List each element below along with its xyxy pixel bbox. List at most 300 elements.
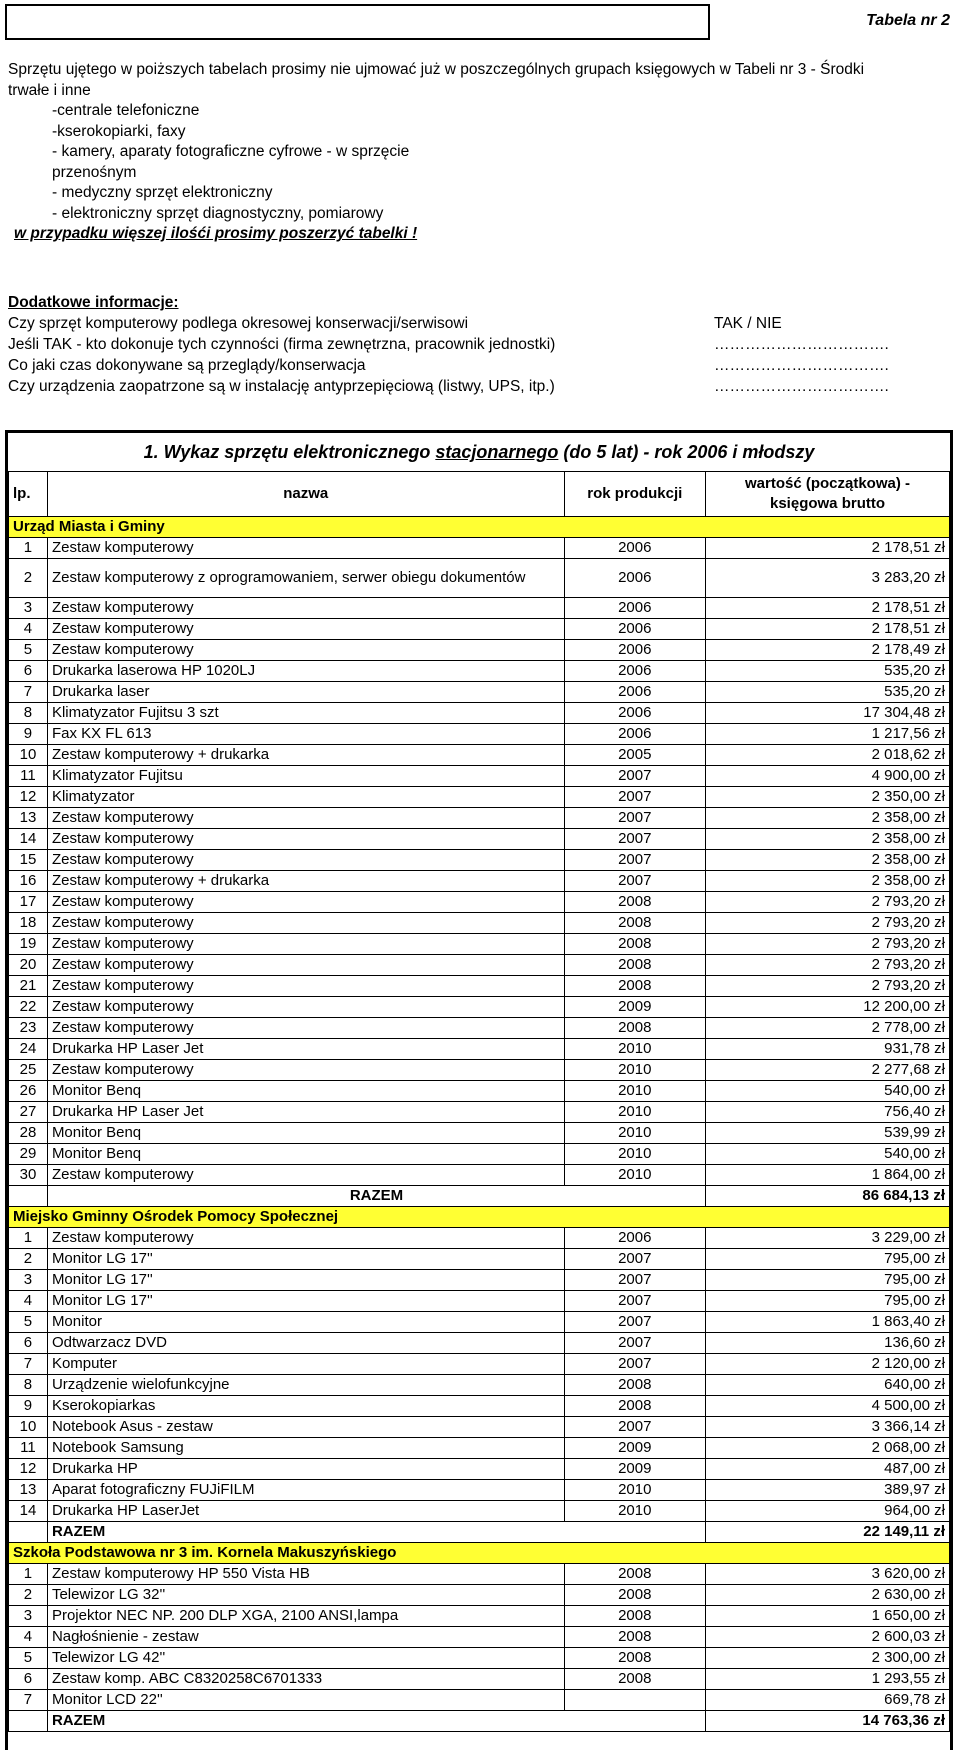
cell-lp: 6 xyxy=(9,661,48,682)
cell-nazwa: Zestaw komputerowy xyxy=(47,892,564,913)
info-row xyxy=(8,313,948,334)
cell-nazwa: Drukarka HP LaserJet xyxy=(47,1501,564,1522)
sum-label: RAZEM xyxy=(47,1186,705,1207)
section-title-part: (do 5 lat) - rok 2006 i młodszy xyxy=(558,442,815,462)
cell-rok: 2008 xyxy=(564,1564,705,1585)
table-row xyxy=(9,976,950,997)
cell-nazwa: Drukarka laser xyxy=(47,682,564,703)
sum-label: RAZEM xyxy=(47,1711,705,1732)
cell-lp: 1 xyxy=(9,1228,48,1249)
additional-info xyxy=(8,292,948,397)
cell-rok: 2010 xyxy=(564,1039,705,1060)
table-row xyxy=(9,661,950,682)
cell-lp: 28 xyxy=(9,1123,48,1144)
table-row xyxy=(9,1606,950,1627)
cell-nazwa: Zestaw komputerowy HP 550 Vista HB xyxy=(47,1564,564,1585)
cell-wartosc: 795,00 zł xyxy=(706,1270,950,1291)
sum-row xyxy=(9,1522,950,1543)
table-row xyxy=(9,1480,950,1501)
table-row xyxy=(9,1228,950,1249)
table-row xyxy=(9,1144,950,1165)
cell-rok: 2006 xyxy=(564,724,705,745)
cell-lp: 14 xyxy=(9,829,48,850)
cell-nazwa: Notebook Samsung xyxy=(47,1438,564,1459)
cell-lp: 5 xyxy=(9,1648,48,1669)
cell-rok: 2007 xyxy=(564,1249,705,1270)
cell-nazwa: Zestaw komputerowy xyxy=(47,829,564,850)
cell-nazwa: Komputer xyxy=(47,1354,564,1375)
cell-wartosc: 1 650,00 zł xyxy=(706,1606,950,1627)
cell-rok: 2006 xyxy=(564,619,705,640)
info-heading: Dodatkowe informacje: xyxy=(8,294,179,311)
column-header-nazwa: nazwa xyxy=(47,472,564,517)
cell-wartosc: 2 630,00 zł xyxy=(706,1585,950,1606)
cell-wartosc: 2 793,20 zł xyxy=(706,955,950,976)
table-row xyxy=(9,1123,950,1144)
cell-wartosc: 17 304,48 zł xyxy=(706,703,950,724)
cell-nazwa: Zestaw komputerowy xyxy=(47,598,564,619)
section-title-underlined: stacjonarnego xyxy=(435,442,559,462)
cell-wartosc: 2 793,20 zł xyxy=(706,934,950,955)
table-row xyxy=(9,682,950,703)
cell-wartosc: 2 778,00 zł xyxy=(706,1018,950,1039)
cell-lp: 1 xyxy=(9,538,48,559)
table-row xyxy=(9,724,950,745)
sum-value: 14 763,36 zł xyxy=(706,1711,950,1732)
table-row xyxy=(9,1585,950,1606)
cell-nazwa: Fax KX FL 613 xyxy=(47,724,564,745)
table-row xyxy=(9,787,950,808)
cell-nazwa: Zestaw komputerowy + drukarka xyxy=(47,745,564,766)
cell-lp: 7 xyxy=(9,682,48,703)
cell-wartosc: 2 358,00 zł xyxy=(706,829,950,850)
cell-rok: 2007 xyxy=(564,1354,705,1375)
cell-nazwa: Telewizor LG 42'' xyxy=(47,1648,564,1669)
cell-lp: 9 xyxy=(9,724,48,745)
table-row xyxy=(9,934,950,955)
cell-rok: 2008 xyxy=(564,892,705,913)
sum-empty-cell xyxy=(9,1186,48,1207)
cell-lp: 29 xyxy=(9,1144,48,1165)
table-row xyxy=(9,997,950,1018)
info-row xyxy=(8,334,948,355)
cell-wartosc: 540,00 zł xyxy=(706,1081,950,1102)
cell-nazwa: Klimatyzator Fujitsu 3 szt xyxy=(47,703,564,724)
cell-wartosc: 2 277,68 zł xyxy=(706,1060,950,1081)
cell-lp: 7 xyxy=(9,1354,48,1375)
cell-rok: 2007 xyxy=(564,1270,705,1291)
cell-rok: 2007 xyxy=(564,829,705,850)
cell-nazwa: Drukarka laserowa HP 1020LJ xyxy=(47,661,564,682)
table-row xyxy=(9,808,950,829)
cell-wartosc: 2 358,00 zł xyxy=(706,871,950,892)
cell-nazwa: Zestaw komputerowy xyxy=(47,808,564,829)
cell-rok: 2008 xyxy=(564,976,705,997)
info-question: Czy sprzęt komputerowy podlega okresowej konserwacji/serwisowi xyxy=(8,315,469,332)
cell-rok: 2010 xyxy=(564,1123,705,1144)
cell-wartosc: 1 864,00 zł xyxy=(706,1165,950,1186)
cell-wartosc: 2 358,00 zł xyxy=(706,808,950,829)
cell-nazwa: Zestaw komputerowy xyxy=(47,913,564,934)
cell-wartosc: 2 300,00 zł xyxy=(706,1648,950,1669)
table-row xyxy=(9,559,950,598)
cell-lp: 26 xyxy=(9,1081,48,1102)
info-answer[interactable]: ……………………………. xyxy=(714,378,889,395)
cell-wartosc: 2 018,62 zł xyxy=(706,745,950,766)
cell-rok: 2008 xyxy=(564,955,705,976)
cell-rok: 2006 xyxy=(564,640,705,661)
intro-item: - medyczny sprzęt elektroniczny xyxy=(52,184,273,201)
table-row xyxy=(9,871,950,892)
cell-rok: 2007 xyxy=(564,808,705,829)
cell-wartosc: 2 793,20 zł xyxy=(706,892,950,913)
cell-nazwa: Monitor LCD 22'' xyxy=(47,1690,564,1711)
cell-wartosc: 1 217,56 zł xyxy=(706,724,950,745)
table-row xyxy=(9,829,950,850)
cell-wartosc: 4 900,00 zł xyxy=(706,766,950,787)
cell-lp: 11 xyxy=(9,1438,48,1459)
table-row xyxy=(9,619,950,640)
cell-rok: 2008 xyxy=(564,1375,705,1396)
cell-nazwa: Zestaw komputerowy xyxy=(47,640,564,661)
intro-warning: w przypadku więszej ilośći prosimy poszerzyć tabelki ! xyxy=(14,225,418,242)
cell-rok: 2006 xyxy=(564,703,705,724)
cell-lp: 4 xyxy=(9,1627,48,1648)
cell-nazwa: Zestaw komputerowy xyxy=(47,1060,564,1081)
table-row xyxy=(9,1417,950,1438)
cell-lp: 12 xyxy=(9,1459,48,1480)
cell-wartosc: 3 283,20 zł xyxy=(706,559,950,598)
table-row xyxy=(9,1039,950,1060)
cell-rok: 2007 xyxy=(564,1312,705,1333)
cell-lp: 8 xyxy=(9,703,48,724)
info-row xyxy=(8,355,948,376)
section-title xyxy=(8,433,950,471)
cell-lp: 13 xyxy=(9,808,48,829)
table-row xyxy=(9,1438,950,1459)
cell-wartosc: 2 600,03 zł xyxy=(706,1627,950,1648)
table-row xyxy=(9,1018,950,1039)
cell-wartosc: 2 068,00 zł xyxy=(706,1438,950,1459)
cell-lp: 7 xyxy=(9,1690,48,1711)
cell-nazwa: Zestaw komputerowy xyxy=(47,997,564,1018)
cell-nazwa: Zestaw komputerowy z oprogramowaniem, serwer obiegu dokumentów xyxy=(47,559,564,598)
intro-item: -kserokopiarki, faxy xyxy=(52,122,186,140)
cell-rok: 2008 xyxy=(564,1627,705,1648)
cell-rok: 2006 xyxy=(564,682,705,703)
info-answer[interactable]: TAK / NIE xyxy=(714,315,782,332)
cell-nazwa: Klimatyzator xyxy=(47,787,564,808)
intro-item: - elektroniczny sprzęt diagnostyczny, pomiarowy xyxy=(52,204,384,222)
cell-wartosc: 2 350,00 zł xyxy=(706,787,950,808)
cell-rok: 2008 xyxy=(564,1669,705,1690)
cell-lp: 1 xyxy=(9,1564,48,1585)
cell-rok: 2008 xyxy=(564,934,705,955)
cell-lp: 4 xyxy=(9,619,48,640)
intro-line: trwałe i inne xyxy=(8,81,91,99)
cell-wartosc: 795,00 zł xyxy=(706,1249,950,1270)
cell-nazwa: Zestaw komputerowy xyxy=(47,1165,564,1186)
cell-lp: 3 xyxy=(9,1270,48,1291)
table-row xyxy=(9,1669,950,1690)
cell-lp: 12 xyxy=(9,787,48,808)
table-row xyxy=(9,1333,950,1354)
table-row xyxy=(9,1060,950,1081)
table-row xyxy=(9,745,950,766)
cell-nazwa: Projektor NEC NP. 200 DLP XGA, 2100 ANSI,lampa xyxy=(47,1606,564,1627)
cell-rok: 2008 xyxy=(564,1018,705,1039)
cell-rok: 2008 xyxy=(564,1396,705,1417)
equipment-table xyxy=(8,471,950,1732)
cell-wartosc: 535,20 zł xyxy=(706,682,950,703)
cell-lp: 6 xyxy=(9,1333,48,1354)
cell-wartosc: 539,99 zł xyxy=(706,1123,950,1144)
cell-lp: 25 xyxy=(9,1060,48,1081)
table-row xyxy=(9,955,950,976)
cell-wartosc: 1 293,55 zł xyxy=(706,1669,950,1690)
table-row xyxy=(9,766,950,787)
table-body xyxy=(9,517,950,1732)
cell-lp: 3 xyxy=(9,598,48,619)
cell-lp: 30 xyxy=(9,1165,48,1186)
cell-wartosc: 1 863,40 zł xyxy=(706,1312,950,1333)
cell-rok: 2006 xyxy=(564,1228,705,1249)
cell-lp: 5 xyxy=(9,1312,48,1333)
cell-nazwa: Zestaw komputerowy xyxy=(47,619,564,640)
sum-label: RAZEM xyxy=(47,1522,705,1543)
cell-lp: 9 xyxy=(9,1396,48,1417)
cell-lp: 18 xyxy=(9,913,48,934)
cell-nazwa: Monitor Benq xyxy=(47,1144,564,1165)
cell-wartosc: 931,78 zł xyxy=(706,1039,950,1060)
cell-lp: 24 xyxy=(9,1039,48,1060)
intro-item: - kamery, aparaty fotograficzne cyfrowe - w sprzęcie xyxy=(52,143,410,160)
cell-rok: 2010 xyxy=(564,1165,705,1186)
cell-wartosc: 795,00 zł xyxy=(706,1291,950,1312)
cell-nazwa: Zestaw komp. ABC C8320258C6701333 xyxy=(47,1669,564,1690)
group-header-row xyxy=(9,517,950,538)
cell-nazwa: Monitor Benq xyxy=(47,1123,564,1144)
table-row xyxy=(9,913,950,934)
cell-nazwa: Drukarka HP xyxy=(47,1459,564,1480)
cell-wartosc: 487,00 zł xyxy=(706,1459,950,1480)
cell-wartosc: 964,00 zł xyxy=(706,1501,950,1522)
table-row xyxy=(9,538,950,559)
table-row xyxy=(9,1102,950,1123)
intro-line: Sprzętu ujętego w poiższych tabelach prosimy nie ujmować już w poszczególnych grupach księgowych w Tabeli nr 3 - Środki xyxy=(8,61,865,78)
cell-rok: 2010 xyxy=(564,1144,705,1165)
table-row xyxy=(9,1165,950,1186)
cell-wartosc: 2 178,49 zł xyxy=(706,640,950,661)
cell-wartosc: 669,78 zł xyxy=(706,1690,950,1711)
table-row xyxy=(9,1354,950,1375)
table-row xyxy=(9,1627,950,1648)
cell-nazwa: Notebook Asus - zestaw xyxy=(47,1417,564,1438)
cell-lp: 19 xyxy=(9,934,48,955)
cell-wartosc: 640,00 zł xyxy=(706,1375,950,1396)
cell-wartosc: 12 200,00 zł xyxy=(706,997,950,1018)
cell-nazwa: Nagłośnienie - zestaw xyxy=(47,1627,564,1648)
sum-row xyxy=(9,1186,950,1207)
sum-row xyxy=(9,1711,950,1732)
cell-wartosc: 756,40 zł xyxy=(706,1102,950,1123)
cell-rok: 2008 xyxy=(564,1648,705,1669)
cell-rok: 2006 xyxy=(564,538,705,559)
info-row xyxy=(8,376,948,397)
cell-rok: 2006 xyxy=(564,598,705,619)
cell-rok: 2007 xyxy=(564,766,705,787)
cell-wartosc: 2 178,51 zł xyxy=(706,538,950,559)
cell-nazwa: Monitor LG 17'' xyxy=(47,1249,564,1270)
cell-lp: 11 xyxy=(9,766,48,787)
table-row xyxy=(9,1270,950,1291)
cell-rok: 2008 xyxy=(564,1585,705,1606)
cell-wartosc: 2 178,51 zł xyxy=(706,619,950,640)
cell-wartosc: 2 178,51 zł xyxy=(706,598,950,619)
column-header-wartosc: wartość (początkowa) - księgowa brutto xyxy=(706,472,950,517)
cell-lp: 2 xyxy=(9,559,48,598)
cell-lp: 17 xyxy=(9,892,48,913)
cell-wartosc: 535,20 zł xyxy=(706,661,950,682)
table-row xyxy=(9,1375,950,1396)
cell-lp: 13 xyxy=(9,1480,48,1501)
cell-lp: 8 xyxy=(9,1375,48,1396)
table-row xyxy=(9,1396,950,1417)
group-name: Miejsko Gminny Ośrodek Pomocy Społecznej xyxy=(9,1207,950,1228)
cell-rok: 2010 xyxy=(564,1102,705,1123)
cell-nazwa: Urządzenie wielofunkcyjne xyxy=(47,1375,564,1396)
cell-rok: 2007 xyxy=(564,1333,705,1354)
intro-item: -centrale telefoniczne xyxy=(52,102,200,119)
sum-value: 86 684,13 zł xyxy=(706,1186,950,1207)
table-row xyxy=(9,640,950,661)
cell-lp: 22 xyxy=(9,997,48,1018)
intro-text xyxy=(8,60,948,245)
cell-nazwa: Monitor LG 17'' xyxy=(47,1291,564,1312)
info-question: Co jaki czas dokonywane są przeglądy/konserwacja xyxy=(8,357,366,374)
equipment-sheet xyxy=(5,430,953,1750)
cell-wartosc: 2 120,00 zł xyxy=(706,1354,950,1375)
cell-rok: 2007 xyxy=(564,871,705,892)
table-row xyxy=(9,1081,950,1102)
cell-rok: 2007 xyxy=(564,1291,705,1312)
intro-item: przenośnym xyxy=(52,163,137,181)
info-answer[interactable]: ……………………………. xyxy=(714,336,889,353)
cell-wartosc: 2 358,00 zł xyxy=(706,850,950,871)
cell-nazwa: Kserokopiarkas xyxy=(47,1396,564,1417)
cell-rok: 2005 xyxy=(564,745,705,766)
group-name: Szkoła Podstawowa nr 3 im. Kornela Makuszyńskiego xyxy=(9,1543,950,1564)
cell-nazwa: Zestaw komputerowy xyxy=(47,955,564,976)
cell-lp: 14 xyxy=(9,1501,48,1522)
cell-wartosc: 2 793,20 zł xyxy=(706,976,950,997)
cell-lp: 16 xyxy=(9,871,48,892)
cell-lp: 4 xyxy=(9,1291,48,1312)
cell-lp: 15 xyxy=(9,850,48,871)
table-row xyxy=(9,1459,950,1480)
cell-lp: 5 xyxy=(9,640,48,661)
section-title-part: 1. Wykaz sprzętu elektronicznego xyxy=(143,442,436,462)
cell-nazwa: Zestaw komputerowy + drukarka xyxy=(47,871,564,892)
cell-rok: 2010 xyxy=(564,1060,705,1081)
cell-wartosc: 3 229,00 zł xyxy=(706,1228,950,1249)
table-row xyxy=(9,1291,950,1312)
cell-rok: 2006 xyxy=(564,559,705,598)
table-row xyxy=(9,1249,950,1270)
column-header-rok: rok produkcji xyxy=(564,472,705,517)
cell-lp: 3 xyxy=(9,1606,48,1627)
cell-nazwa: Monitor Benq xyxy=(47,1081,564,1102)
table-row xyxy=(9,1312,950,1333)
cell-wartosc: 3 366,14 zł xyxy=(706,1417,950,1438)
cell-nazwa: Drukarka HP Laser Jet xyxy=(47,1039,564,1060)
cell-rok: 2008 xyxy=(564,1606,705,1627)
cell-nazwa: Odtwarzacz DVD xyxy=(47,1333,564,1354)
sum-empty-cell xyxy=(9,1711,48,1732)
group-header-row xyxy=(9,1207,950,1228)
cell-rok: 2010 xyxy=(564,1501,705,1522)
cell-rok: 2007 xyxy=(564,1417,705,1438)
cell-lp: 10 xyxy=(9,1417,48,1438)
cell-wartosc: 540,00 zł xyxy=(706,1144,950,1165)
cell-rok: 2009 xyxy=(564,997,705,1018)
cell-nazwa: Drukarka HP Laser Jet xyxy=(47,1102,564,1123)
cell-nazwa: Zestaw komputerowy xyxy=(47,1228,564,1249)
group-header-row xyxy=(9,1543,950,1564)
cell-nazwa: Zestaw komputerowy xyxy=(47,976,564,997)
group-name: Urząd Miasta i Gminy xyxy=(9,517,950,538)
table-number-label: Tabela nr 2 xyxy=(866,12,950,29)
cell-lp: 20 xyxy=(9,955,48,976)
cell-wartosc: 136,60 zł xyxy=(706,1333,950,1354)
cell-wartosc: 389,97 zł xyxy=(706,1480,950,1501)
cell-wartosc: 3 620,00 zł xyxy=(706,1564,950,1585)
cell-lp: 27 xyxy=(9,1102,48,1123)
cell-nazwa: Aparat fotograficzny FUJiFILM xyxy=(47,1480,564,1501)
cell-nazwa: Klimatyzator Fujitsu xyxy=(47,766,564,787)
table-row xyxy=(9,703,950,724)
table-row xyxy=(9,850,950,871)
cell-rok: 2009 xyxy=(564,1438,705,1459)
cell-nazwa: Zestaw komputerowy xyxy=(47,538,564,559)
cell-lp: 21 xyxy=(9,976,48,997)
cell-rok: 2010 xyxy=(564,1081,705,1102)
cell-rok: 2008 xyxy=(564,913,705,934)
table-row xyxy=(9,1564,950,1585)
cell-rok xyxy=(564,1690,705,1711)
cell-nazwa: Zestaw komputerowy xyxy=(47,1018,564,1039)
info-question: Czy urządzenia zaopatrzone są w instalację antyprzepięciową (listwy, UPS, itp.) xyxy=(8,378,555,395)
column-header-lp: lp. xyxy=(9,472,48,517)
cell-lp: 2 xyxy=(9,1585,48,1606)
cell-lp: 2 xyxy=(9,1249,48,1270)
table-row xyxy=(9,1501,950,1522)
cell-wartosc: 4 500,00 zł xyxy=(706,1396,950,1417)
cell-rok: 2010 xyxy=(564,1480,705,1501)
cell-rok: 2009 xyxy=(564,1459,705,1480)
sum-value: 22 149,11 zł xyxy=(706,1522,950,1543)
table-header-row xyxy=(9,472,950,517)
info-answer[interactable]: ……………………………. xyxy=(714,357,889,374)
cell-nazwa: Monitor xyxy=(47,1312,564,1333)
table-row xyxy=(9,1648,950,1669)
table-row xyxy=(9,892,950,913)
cell-lp: 6 xyxy=(9,1669,48,1690)
cell-rok: 2007 xyxy=(564,787,705,808)
cell-nazwa: Monitor LG 17'' xyxy=(47,1270,564,1291)
cell-nazwa: Zestaw komputerowy xyxy=(47,934,564,955)
table-row xyxy=(9,598,950,619)
